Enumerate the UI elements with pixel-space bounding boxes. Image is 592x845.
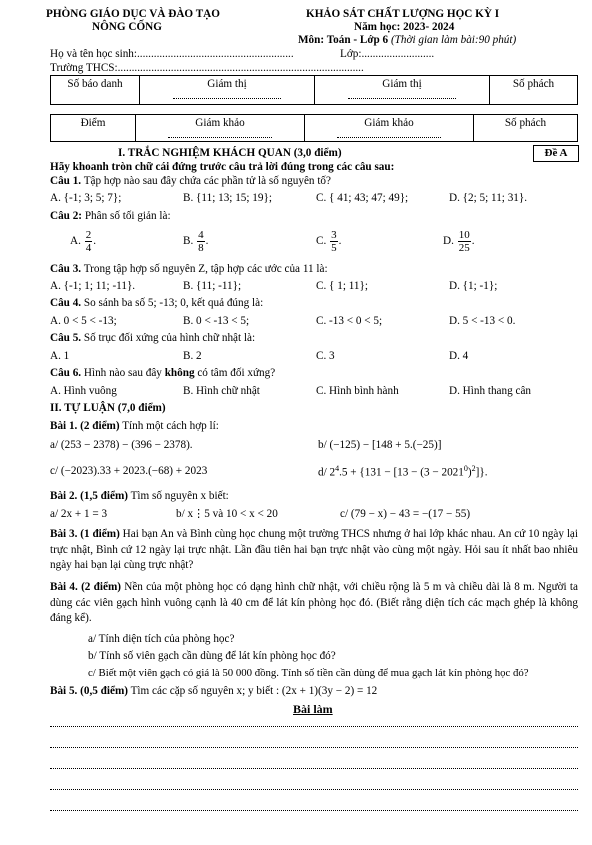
q3-option-d: D. {1; -1}; (449, 280, 498, 292)
q6-option-b: B. Hình chữ nhật (183, 385, 260, 397)
q2-option-d: D. $\frac{10}{25}$ . (443, 229, 475, 255)
question-2: Câu 2: Phân số tối giản là: (50, 210, 171, 222)
exercise-1: Bài 1. (2 điểm) Tính một cách hợp lí: (50, 420, 219, 432)
q1-option-b: B. {11; 13; 15; 19}; (183, 192, 272, 204)
proctor-table (50, 75, 578, 105)
exercise-1c: c/ (−2023).33 + 2023.(−68) + 2023 (50, 465, 208, 477)
table2-cell: Giám khảo (136, 115, 305, 142)
table2-cell: Giám khảo (305, 115, 474, 142)
q3-option-a: A. {-1; 1; 11; -11}. (50, 280, 136, 292)
q5-option-a: A. 1 (50, 350, 70, 362)
question-4: Câu 4. So sánh ba số 5; -13; 0, kết quả đúng là: (50, 297, 264, 309)
q5-option-b: B. 2 (183, 350, 202, 362)
answer-line (50, 789, 578, 790)
q1-option-a: A. {-1; 3; 5; 7}; (50, 192, 122, 204)
q1-option-d: D. {2; 5; 11; 31}. (449, 192, 528, 204)
q4-option-c: C. -13 < 0 < 5; (316, 315, 383, 327)
q5-option-d: D. 4 (449, 350, 469, 362)
table2-cell: Số phách (474, 115, 578, 142)
question-6: Câu 6. Hình nào sau đây không có tâm đối xứng? (50, 367, 276, 379)
exercise-3: Bài 3. (1 điểm) Hai bạn An và Bình cùng học chung một trường THCS nhưng ở hai lớp khác nhau. An cứ 10 ngày lại trực nhật, Bình cứ 12 ngày lại trực nhật. Lần đầu tiên hai bạn trực nhật vào cùng một ngày. Hỏi sau ít nhất bao nhiêu ngày hai bạn lại cùng trực nhật? (50, 528, 578, 572)
q3-option-b: B. {11; -11}; (183, 280, 242, 292)
exercise-4: Bài 4. (2 điểm) Nền của một phòng học có dạng hình chữ nhật, với chiều rộng là 5 m và chiều dài là 8 m. Người ta dùng các viên gạch hình vuông cạnh là 40 cm để lát kín phòng học đó. (Biết rằng diện tích các mạch ghép là không đáng kể). (50, 581, 578, 625)
q5-option-c: C. 3 (316, 350, 335, 362)
q4-option-d: D. 5 < -13 < 0. (449, 315, 516, 327)
answer-line (50, 747, 578, 748)
part2-heading: II. TỰ LUẬN (7,0 điểm) (50, 402, 166, 414)
exam-title: KHẢO SÁT CHẤT LƯỢNG HỌC KỲ I (306, 8, 500, 20)
question-5: Câu 5. Số trục đối xứng của hình chữ nhật là: (50, 332, 256, 344)
part1-instruction: Hãy khoanh tròn chữ cái đứng trước câu trả lời đúng trong các câu sau: (50, 161, 395, 173)
table1-cell: Số báo danh (51, 76, 140, 105)
department-name: PHÒNG GIÁO DỤC VÀ ĐÀO TẠO (46, 8, 220, 20)
subject-name: Môn: Toán - Lớp 6 (298, 34, 389, 46)
q3-option-c: C. { 1; 11}; (316, 280, 368, 292)
question-1: Câu 1. Tập hợp nào sau đây chứa các phần tử là số nguyên tố? (50, 175, 331, 187)
q4-option-a: A. 0 < 5 < -13; (50, 315, 117, 327)
exam-duration: (Thời gian làm bài:90 phút) (390, 34, 517, 46)
q6-option-a: A. Hình vuông (50, 385, 117, 397)
exercise-2c: c/ (79 − x) − 43 = −(17 − 55) (340, 508, 471, 520)
exercise-1d: d/ $2^4.5 + \{131 - [13 - (3 - 2021^0)^2]\}$. (318, 464, 488, 479)
student-name-field: Họ và tên học sinh:........................................................ (50, 48, 294, 60)
table1-cell: Giám thị (315, 76, 490, 105)
subject-line (298, 34, 516, 47)
part1-heading: I. TRẮC NGHIỆM KHÁCH QUAN (3,0 điểm) (118, 147, 342, 159)
school-year: Năm học: 2023- 2024 (354, 21, 455, 33)
q2-option-c: C. $\frac{3}{5}$ . (316, 229, 342, 255)
answer-line (50, 726, 578, 727)
q6-option-c: C. Hình bình hành (316, 385, 399, 397)
exercise-1b: b/ (−125) − [148 + 5.(−25)] (318, 439, 442, 451)
grader-table (50, 114, 578, 142)
q2-option-b: B. $\frac{4}{8}$ . (183, 229, 209, 255)
table1-cell: Giám thị (140, 76, 315, 105)
q2-option-a: A. $\frac{2}{4}$ . (70, 229, 96, 255)
exercise-2: Bài 2. (1,5 điểm) Tìm số nguyên x biết: (50, 490, 229, 502)
exercise-4b: b/ Tính số viên gạch cần dùng để lát kín phòng học đó? (88, 650, 336, 662)
answer-line (50, 810, 578, 811)
exercise-5: Bài 5. (0,5 điểm) Tìm các cặp số nguyên x; y biết : (2x + 1)(3y − 2) = 12 (50, 685, 378, 697)
exercise-4c: c/ Biết một viên gạch có giá là 50 000 đồng. Tính số tiền cần dùng để mua gạch lát kín phòng học đó? (88, 667, 529, 679)
question-3: Câu 3. Trong tập hợp số nguyên Z, tập hợp các ước của 11 là: (50, 263, 328, 275)
q4-option-b: B. 0 < -13 < 5; (183, 315, 250, 327)
district-name: NÔNG CỐNG (92, 21, 162, 33)
q6-option-d: D. Hình thang cân (449, 385, 532, 397)
exercise-4a: a/ Tính diện tích của phòng học? (88, 633, 235, 645)
exercise-1a: a/ (253 − 2378) − (396 − 2378). (50, 439, 193, 451)
exercise-2b: b/ x⋮5 và 10 < x < 20 (176, 508, 278, 520)
q1-option-c: C. { 41; 43; 47; 49}; (316, 192, 409, 204)
school-field: Trường THCS:........................................................................................ (50, 62, 364, 74)
exam-code-badge: Đề A (533, 145, 579, 162)
answer-line (50, 768, 578, 769)
table2-cell: Điểm (51, 115, 136, 142)
exercise-2a: a/ 2x + 1 = 3 (50, 508, 108, 520)
answer-title: Bài làm (293, 702, 333, 716)
table1-cell: Số phách (490, 76, 578, 105)
class-field: Lớp:.......................... (340, 48, 435, 60)
